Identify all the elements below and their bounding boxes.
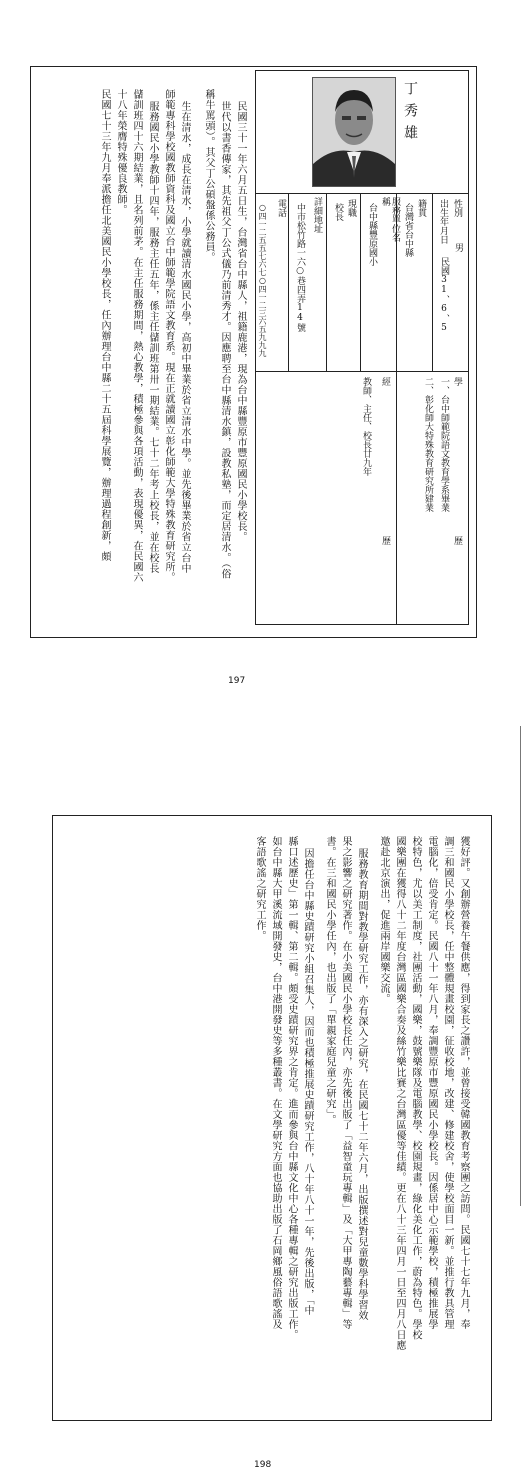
bio-column: 服務教育期間對教學研究工作，亦有深入之研究，在民國七十二年六月，出版撰述對兒童數學科學習效 <box>356 848 367 1321</box>
field-label-workplace: 服務單位名稱 <box>380 197 400 242</box>
field-value-gender: 男 <box>453 243 463 252</box>
field-label-birthdate: 出生年月日 <box>438 199 448 244</box>
bio-column: 服務國民小學教師十四年，服務主任五年，係主任儲訓班第卅一期結業。七十二年考上校長，並在校長 <box>147 101 158 574</box>
field-label-position: 現職 <box>346 199 356 217</box>
field-value-phone: ○四一二五五七六七○四一二三六五九九九 <box>258 203 267 357</box>
field-label-phone: 電話 <box>276 199 286 217</box>
field-value-birthdate: 民國31、6、5 <box>439 257 449 333</box>
bio-column: 師範專科學校國教師資科及國立台中師範學院語文教育系。現在正就讀國立彰化師範大學特殊教育研究所。 <box>163 89 174 583</box>
bio-column: 獲好評。又創辦營養午餐供應，得到家長之讚許，並曾接受韓國教育考察團之訪問。民國七十七年九月，奉 <box>458 836 469 1330</box>
field-label-address: 詳細地址 <box>312 197 322 233</box>
bio-column: 稱牛罵頭）。其父丁公碩盤係公務員。 <box>203 89 214 263</box>
bio-column: 如台中縣大甲溪流域開發史，台中港開發史等多種叢書。在文學研究方面也協助出版了石岡鄉風俗語歌謠及 <box>270 836 281 1330</box>
bio-column: 校特色，尤以美工制度，社團活動，國樂，鼓號樂隊及電腦教學、校園規畫，綠化美化工作，蔚為特色。學校 <box>410 836 421 1340</box>
field-value-workplace: 台中縣豐原國小 <box>367 203 377 266</box>
biography-page-198 <box>52 815 492 1421</box>
education-line-1: 一、台中師範院語文教育學系畢業 <box>439 377 449 512</box>
field-label-native-place: 籍貫 <box>416 199 426 217</box>
portrait-photo <box>312 77 396 187</box>
bio-column: 世代以書香傳家，其先祖父丁公式儀乃前清秀才。因應聘至台中縣清水鎮，設教私塾，而定居清水。（俗 <box>219 101 230 579</box>
bio-column: 客語歌謠之研究工作。 <box>254 836 265 941</box>
bio-column: 書。在三和國民小學任內，也出版了「單親家庭兒童之研究」。 <box>324 836 335 1125</box>
profile-table <box>255 70 469 695</box>
bio-column: 果之影響之研究著作。在小美國民小學校長任內，亦先後出版了「益智童玩專輯」及「大甲專陶藝專輯」等 <box>340 836 351 1330</box>
bio-column: 生在清水，成長在清水，小學就讀清水國民小學，高初中畢業於省立清水中學。並先後畢業於省立台中 <box>179 101 190 574</box>
bio-column: 電腦化，倍受肯定。民國八十一年八月，奉調豐原市豐原國民小學校長。因係居中心示範學校，積極推展學 <box>426 836 437 1330</box>
person-name: 丁秀雄 <box>402 81 418 147</box>
bio-column: 民國七十三年九月奉派擔任北美國民小學校長，任內辦理台中縣二十五屆科學展覽，辦理過程創新，頗 <box>99 89 110 562</box>
bio-column: 邀赴北京演出，促進兩岸國樂交流。 <box>378 836 389 1004</box>
portrait-image <box>313 78 395 186</box>
field-value-native-place: 台灣省台中縣 <box>403 203 413 257</box>
page-number-198: 198 <box>254 1460 272 1470</box>
career-line-1: 教師、主任、校長廿九年 <box>361 377 371 476</box>
bio-column: 縣口述歷史」第一輯、第二輯。頗受史蹟研究界之肯定。進而參與台中縣文化中心各種專輯之研究出版工作。 <box>286 836 297 1340</box>
bio-column: 民國三十一年六月五日生，台灣省台中縣人，祖籍鹿港，現為台中縣豐原市豐原國民小學校長。 <box>235 101 246 542</box>
bio-column: 因擔任台中縣史蹟研究小組召集人，因而也積極推展史蹟研究工作，八十年八十一年，先後出版，「中 <box>302 848 313 1316</box>
bio-column: 國樂團在獲得八十二年度台灣區國樂合奏及絲竹樂比賽之台灣區優等佳績。更在八十三年四月一日至四月八日應 <box>394 836 405 1351</box>
page-number-197: 197 <box>228 676 246 686</box>
field-label-gender: 性別 <box>452 199 462 217</box>
education-line-2: 二、彰化師大特殊教育研究所肄業 <box>423 377 433 512</box>
bio-column: 儲訓班四十六期結業，且名列前茅。在主任服務期間，熱心教學，積極參與各項活動，表現優異，在民國六 <box>131 89 142 583</box>
education-label: 學歷 <box>452 377 462 695</box>
field-value-position: 校長 <box>333 203 343 221</box>
bio-column: 調三和國民小學校長，任中整體規畫校園，征收校地，改建、修建校舍，使學校面目一新。並推行教具管理 <box>442 836 453 1330</box>
career-label: 經歷 <box>380 377 390 695</box>
scan-edge <box>520 726 521 1206</box>
field-value-address: 中市松竹路一六○巷四弄14號 <box>295 203 305 332</box>
bio-column: 十八年榮膺特殊優良教師。 <box>115 89 126 215</box>
